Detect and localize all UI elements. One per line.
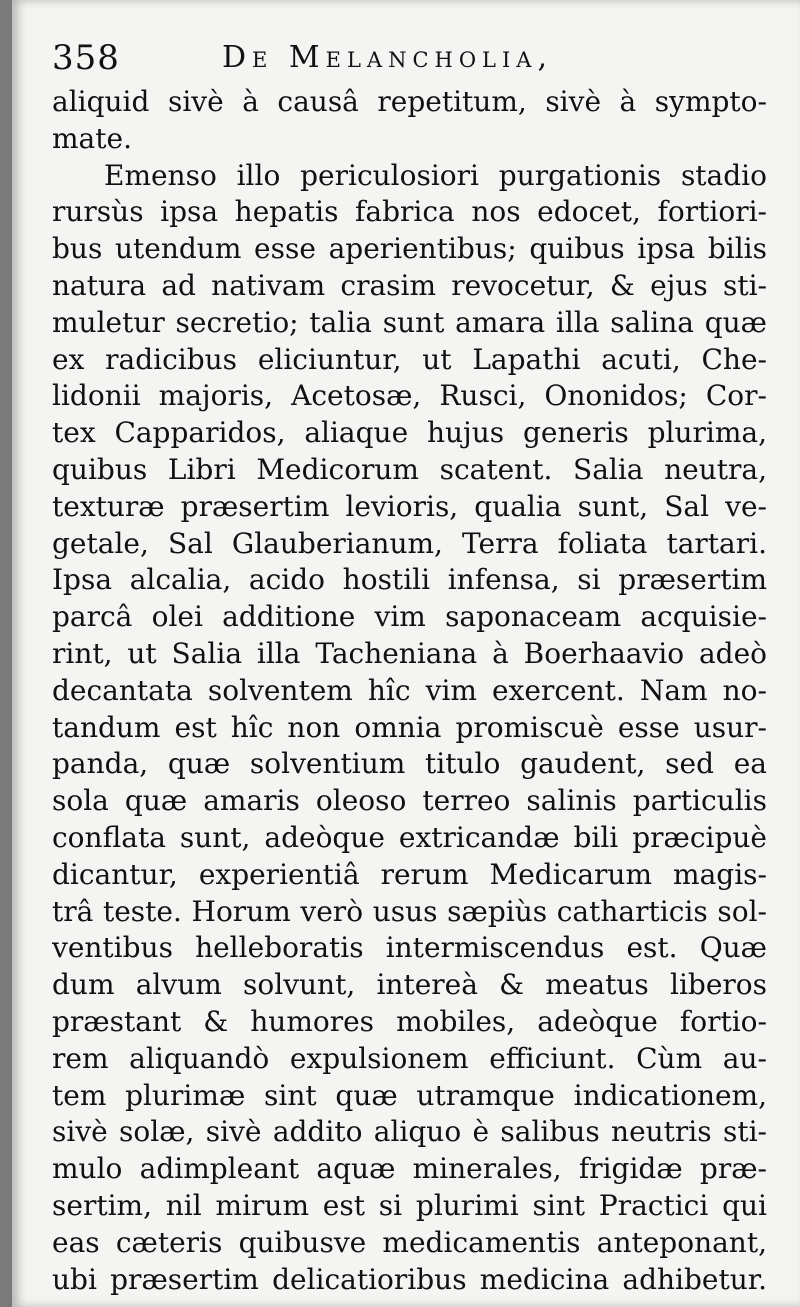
text-line: conflata sunt, adeòque extricandæ bili præcipuè [52,820,767,854]
book-page [12,0,800,1307]
text-line: præstant & humores mobiles, adeòque fortio- [52,1004,767,1038]
text-line: tem plurimæ sint quæ utramque indicationem, [52,1078,767,1112]
text-line: getale, Sal Glauberianum, Terra foliata tartari. [52,526,767,560]
running-title: De Melancholia, [222,40,553,75]
text-line: Ipsa alcalia, acido hostili infensa, si præsertim [52,563,767,597]
text-line: muletur secretio; talia sunt amara illa salina quæ [52,305,767,339]
text-line: natura ad nativam crasim revocetur, & ejus sti- [52,268,767,302]
text-line: eas cæteris quibusve medicamentis anteponant, [52,1225,767,1259]
page-number: 358 [52,38,120,78]
text-line: sertim, nil mirum est si plurimi sint Practici qui [52,1188,767,1222]
text-line: lidonii majoris, Acetosæ, Rusci, Ononidos; Cor- [52,379,767,413]
text-line: mulo adimpleant aquæ minerales, frigidæ præ- [52,1152,767,1186]
text-line: parcâ olei additione vim saponaceam acquisie- [52,600,767,634]
text-line: trâ teste. Horum verò usus sæpiùs catharticis sol- [52,894,767,928]
text-line: rem aliquandò expulsionem efficiunt. Cùm au- [52,1041,767,1075]
text-line: decantata solventem hîc vim exercent. Nam no- [52,673,767,707]
text-line: quibus Libri Medicorum scatent. Salia neutra, [52,452,767,486]
text-line: rint, ut Salia illa Tacheniana à Boerhaavio adeò [52,636,767,670]
paragraph-first-line: Emenso illo periculosiori purgationis stadio [104,158,767,192]
text-line: bus utendum esse aperientibus; quibus ipsa bilis [52,232,767,266]
text-line: mate. [52,121,132,155]
text-line: ventibus helleboratis intermiscendus est. Quæ [52,931,767,965]
text-line: aliquid sivè à causâ repetitum, sivè à sympto- [52,85,767,118]
text-line: ex radicibus eliciuntur, ut Lapathi acuti, Che- [52,342,767,376]
text-line: sivè solæ, sivè addito aliquo è salibus neutris sti- [52,1115,767,1149]
page-header [52,38,792,86]
text-line: ubi præsertim delicatioribus medicina adhibetur. [52,1262,767,1296]
text-line: panda, quæ solventium titulo gaudent, sed ea [52,747,767,781]
text-line: tandum est hîc non omnia promiscuè esse usur- [52,710,767,744]
text-line: sola quæ amaris oleoso terreo salinis particulis [52,784,767,818]
body-text [52,84,767,1298]
text-line: dum alvum solvunt, intereà & meatus liberos [52,968,767,1002]
text-line: rursùs ipsa hepatis fabrica nos edocet, fortiori- [52,195,767,229]
text-line: texturæ præsertim levioris, qualia sunt, Sal ve- [52,489,767,523]
text-line: tex Capparidos, aliaque hujus generis plurima, [52,416,767,450]
text-line: dicantur, experientiâ rerum Medicarum magis- [52,857,767,891]
